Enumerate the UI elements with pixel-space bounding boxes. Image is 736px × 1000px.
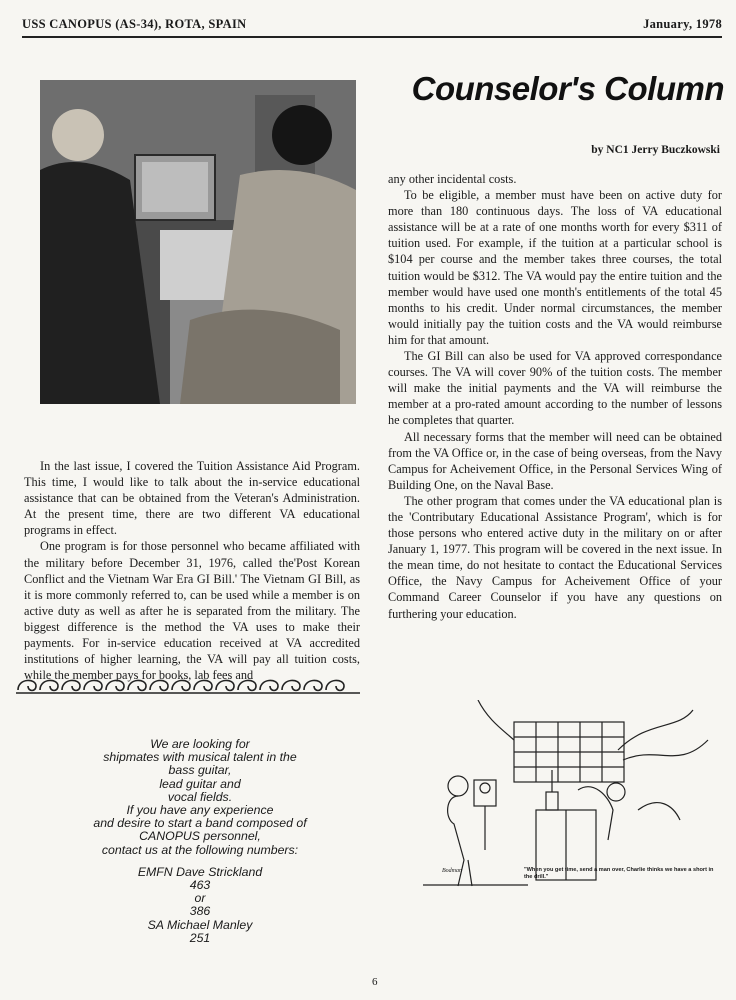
contact-number: 251 — [189, 930, 211, 945]
cartoon-caption: "When you get time, send a man over, Charlie thinks we have a short in the drill." — [524, 867, 714, 880]
contact-number: 463 — [189, 878, 211, 893]
article-paragraph: The GI Bill can also be used for VA approved correspondance courses. The VA will cover 90% of the tuition costs. The member will make the initial payments and the VA will reimburse the member at a pro-rated amount according to the number of lessons he completes that quarter. — [388, 349, 722, 428]
article-paragraph: In the last issue, I covered the Tuition Assistance Aid Program. This time, I would like to talk about the in-service educational assistance that can be obtained from the Veteran's Administration. At the present time, there are two different VA educational programs in effect. — [24, 459, 360, 538]
ad-line: or — [194, 891, 206, 906]
ad-line: If you have any experience — [126, 803, 274, 818]
article-paragraph: One program is for those personnel who became affiliated with the military before December 31, 1976, called the'Post Korean Conflict and the Vietnam War Era GI Bill.' The Vietnam GI Bill, as it is more commonly referred to, can be used while a member is on active duty as well as after he is separated from the military. The biggest difference is the method the VA uses to make their payments. For in-service education received at VA accredited institutions of higher learning, the VA will pay all tuition costs, while the member pays for books, lab fees and — [24, 539, 360, 683]
ad-line: lead guitar and — [159, 776, 241, 791]
publication-name: USS CANOPUS (AS-34), ROTA, SPAIN — [22, 17, 247, 31]
contact-number: 386 — [189, 904, 211, 919]
page-number: 6 — [372, 976, 378, 988]
article-title: Counselor's Column — [411, 70, 724, 107]
article-paragraph: To be eligible, a member must have been on active duty for more than 180 continuous days. The loss of VA educational assistance will be at a rate of one months worth for every $311 of tuition used. For example, if the tuition at a particular school is $104 per course and the member takes three courses, the total tuition would be $312. The VA would pay the entire tuition and the member would have used one month's entitlements of the total 45 months to his credit. Under normal circumstances, the member would initially pay the tuition costs and the VA would reimburse him for that amount. — [388, 188, 722, 347]
issue-date: January, 1978 — [643, 17, 722, 31]
ad-line: We are looking for — [150, 737, 250, 751]
ad-line: and desire to start a band composed of — [93, 816, 307, 831]
ad-line: vocal fields. — [167, 789, 233, 804]
decorative-scroll-border — [14, 676, 364, 696]
cartoon-signature: Bodman — [442, 868, 462, 874]
contact-name: EMFN Dave Strickland — [137, 864, 263, 879]
article-paragraph: The other program that comes under the VA educational plan is the 'Contributary Educational Assistance Program', which is for those persons who entered active duty in the military on or after January 1, 1977. This program will be covered in the next issue. In the mean time, do not hesitate to contact the Educational Services Office, the Navy Campus for Acheivement Office of your Command Career Counselor if you have any questions on furthering your education. — [388, 493, 722, 621]
ad-line: contact us at the following numbers: — [101, 842, 299, 857]
ad-line: bass guitar, — [168, 763, 232, 778]
page-header — [22, 14, 722, 38]
byline: by NC1 Jerry Buczkowski — [591, 144, 720, 156]
ad-line: CANOPUS personnel, — [139, 829, 261, 844]
counselor-photo — [40, 80, 356, 404]
ad-line: shipmates with musical talent in the — [103, 750, 297, 765]
article-continuation: any other incidental costs. — [388, 172, 517, 186]
left-column — [24, 458, 360, 683]
band-recruitment-ad — [60, 738, 340, 945]
right-column — [388, 171, 722, 622]
article-paragraph: All necessary forms that the member will need can be obtained from the VA Office or, in the case of being overseas, from the Navy Campus for Acheivement Office, in the Personal Services Wing of Building One, on the Naval Base. — [388, 429, 722, 492]
contact-name: SA Michael Manley — [147, 917, 253, 932]
